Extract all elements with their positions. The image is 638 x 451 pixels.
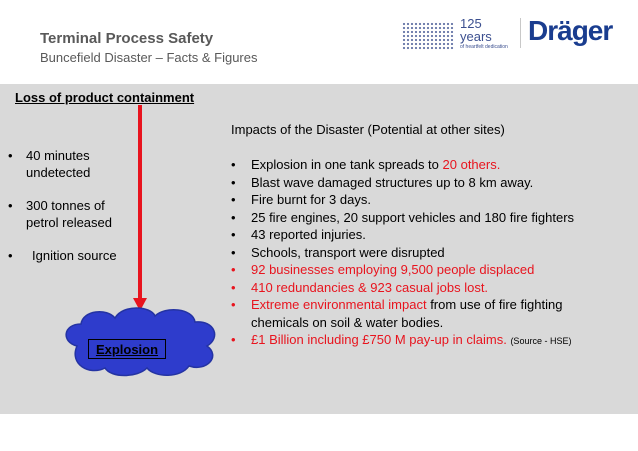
impact-item [231,244,631,262]
impact-item [231,156,631,174]
impact-item [231,331,631,351]
impact-text: 43 reported injuries. [251,227,366,242]
impact-text: Blast wave damaged structures up to 8 km away. [251,174,534,190]
logo-divider [520,18,521,48]
impact-text: from use of fire fighting [426,297,563,312]
cause-line: Ignition source [32,248,117,263]
bullet-icon: • [231,192,236,207]
cause-item [8,197,138,231]
impact-item [231,279,631,297]
impact-text-line2: chemicals on soil & water bodies. [251,314,444,330]
bullet-icon: • [8,248,13,263]
impact-item [231,226,631,244]
impact-highlight: £1 Billion including £750 M pay-up in claims. [251,332,507,347]
page-title: Terminal Process Safety [40,30,214,47]
bullet-icon: • [231,279,236,295]
page-subtitle: Buncefield Disaster – Facts & Figures [40,50,258,65]
cause-line: 40 minutes [26,148,90,163]
cause-line: petrol released [26,215,112,230]
impact-highlight: 92 businesses employing 9,500 people displaced [251,262,535,277]
anniversary-tagline: of heartfelt dedication [460,44,508,50]
bullet-icon: • [231,209,236,225]
impact-text: Fire burnt for 3 days. [251,192,371,207]
bullet-icon: • [231,297,236,312]
impact-highlight: Extreme environmental impact [251,297,427,312]
impact-item [231,174,631,192]
impacts-title: Impacts of the Disaster (Potential at other sites) [231,122,505,137]
impact-item [231,261,631,279]
impact-item [231,191,631,209]
bullet-icon: • [231,332,236,347]
impact-item [231,296,631,331]
impact-highlight: 410 redundancies & 923 casual jobs lost. [251,279,489,295]
bullet-icon: • [231,227,236,242]
impact-text: Schools, transport were disrupted [251,244,445,260]
cause-line: undetected [26,165,91,180]
bullet-icon: • [231,262,236,277]
impact-text: 25 fire engines, 20 support vehicles and 180 fire fighters [251,209,575,225]
dot-pattern-icon [402,22,454,50]
anniversary-word: years [460,29,492,44]
impact-highlight: 20 others. [442,157,501,172]
bullet-icon: • [231,157,236,172]
bullet-icon: • [231,244,236,260]
impacts-list [231,156,631,351]
explosion-label: Explosion [88,339,166,359]
anniversary-number: 125 [460,16,482,31]
source-note: (Source - HSE) [510,336,572,346]
bullet-icon: • [8,198,13,213]
cause-line: 300 tonnes of [26,198,105,213]
cause-item [8,147,138,181]
cause-list [8,147,138,280]
arrow-down-icon [120,105,162,315]
impact-text: Explosion in one tank spreads to [251,157,443,172]
bullet-icon: • [8,148,13,163]
bullet-icon: • [231,174,236,190]
cause-item [8,247,138,264]
loss-heading: Loss of product containment [15,90,195,105]
drager-logo: Dräger [528,15,613,46]
anniversary-badge [402,16,510,52]
impact-item [231,209,631,227]
